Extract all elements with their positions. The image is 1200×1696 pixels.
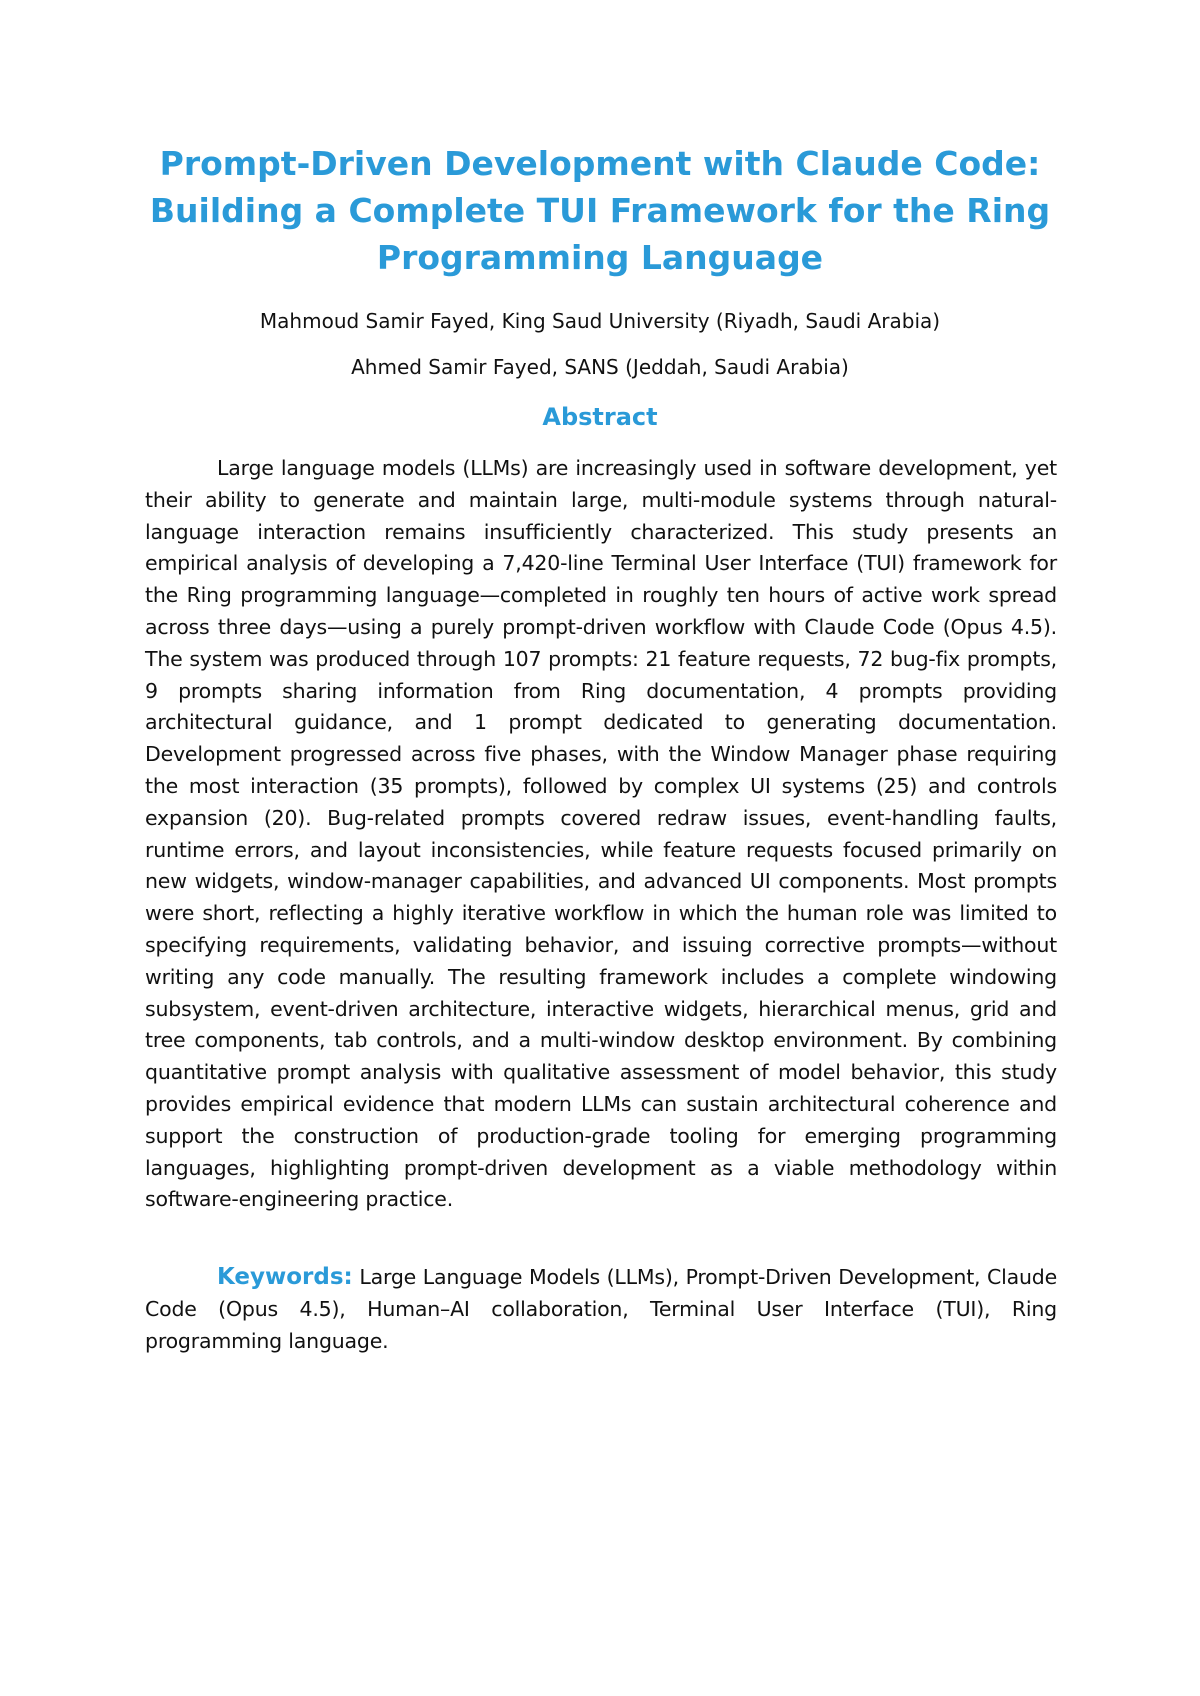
abstract-body: Large language models (LLMs) are increasingly used in software development, yet their ability to generate and maintain large, multi-module systems through natural-language interaction remains insufficiently characterized. This study presents an empirical analysis of developing a 7,420-line Terminal User Interface (TUI) framework for the Ring programming language—completed in roughly ten hours of active work spread across three days—using a purely prompt-driven workflow with Claude Code (Opus 4.5). The system was produced through 107 prompts: 21 feature requests, 72 bug-fix prompts, 9 prompts sharing information from Ring documentation, 4 prompts providing architectural guidance, and 1 prompt dedicated to generating documentation. Development progressed across five phases, with the Window Manager phase requiring the most interaction (35 prompts), followed by complex UI systems (25) and controls expansion (20). Bug-related prompts covered redraw issues, event-handling faults, runtime errors, and layout inconsistencies, while feature requests focused primarily on new widgets, window-manager capabilities, and advanced UI components. Most prompts were short, reflecting a highly iterative workflow in which the human role was limited to specifying requirements, validating behavior, and issuing corrective prompts—without writing any code manually. The resulting framework includes a complete windowing subsystem, event-driven architecture, interactive widgets, hierarchical menus, grid and tree components, tab controls, and a multi-window desktop environment. By combining quantitative prompt analysis with qualitative assessment of model behavior, this study provides empirical evidence that modern LLMs can sustain architectural coherence and support the construction of production-grade tooling for emerging programming languages, highlighting prompt-driven development as a viable methodology within software-engineering practice. [145, 456, 1057, 1212]
keywords-paragraph [145, 1262, 1057, 1357]
author-2: Ahmed Samir Fayed, SANS (Jeddah, Saudi Arabia) [351, 355, 849, 379]
author-1: Mahmoud Samir Fayed, King Saud University (Riyadh, Saudi Arabia) [259, 309, 941, 333]
paper-title [120, 140, 1080, 281]
title-line-3: Programming Language [376, 238, 824, 277]
abstract-heading: Abstract [542, 403, 658, 431]
title-line-1: Prompt-Driven Development with Claude Code: [159, 144, 1041, 183]
keywords-text: Large Language Models (LLMs), Prompt-Driven Development, Claude Code (Opus 4.5), Human–AI collaboration, Terminal User Interface (TUI), Ring programming language. [145, 1265, 1057, 1353]
title-line-2: Building a Complete TUI Framework for the Ring [149, 191, 1051, 230]
keywords-label: Keywords: [217, 1264, 353, 1290]
